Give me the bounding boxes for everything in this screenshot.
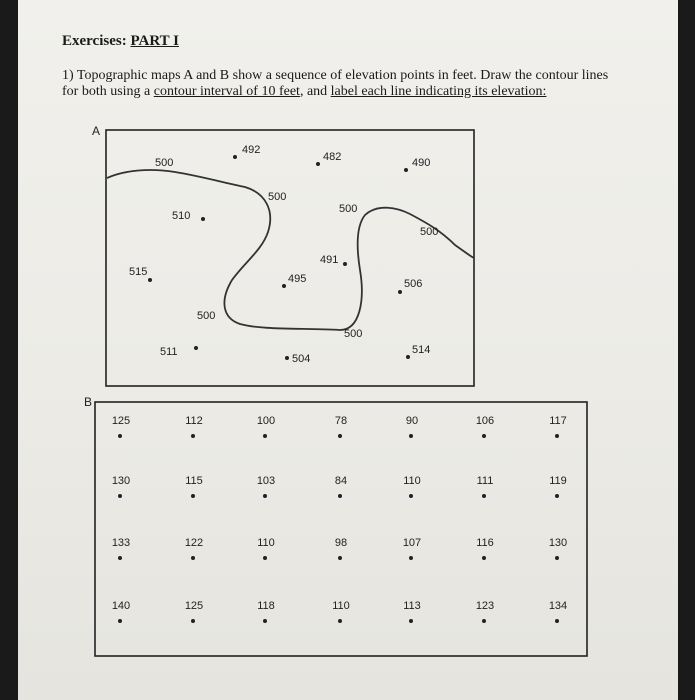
map-b-elevation-point <box>482 556 486 560</box>
map-b-elevation-point <box>482 494 486 498</box>
map-b-elevation-point <box>118 619 122 623</box>
map-a-elevation-label: 492 <box>242 144 261 156</box>
map-b-elevation-point <box>263 434 267 438</box>
map-b-elevation-point <box>555 434 559 438</box>
map-b-elevation-label: 125 <box>111 415 131 427</box>
map-a-elevation-point <box>398 290 402 294</box>
map-b-elevation-point <box>555 556 559 560</box>
map-b-elevation-label: 84 <box>334 475 348 487</box>
map-a-elevation-point <box>285 356 289 360</box>
map-b-elevation-label: 116 <box>476 537 494 549</box>
map-b-elevation-point <box>338 434 342 438</box>
map-b-elevation-label: 78 <box>334 415 348 427</box>
map-a-elevation-point <box>343 262 347 266</box>
map-b-elevation-label: 110 <box>403 475 421 487</box>
map-a-elevation-label: 490 <box>412 157 431 169</box>
map-b-elevation-label: 123 <box>475 600 495 612</box>
map-b-elevation-point <box>118 434 122 438</box>
map-a-elevation-label: 506 <box>404 278 423 290</box>
map-b-elevation-point <box>409 434 413 438</box>
map-a-elevation-label: 504 <box>292 353 311 365</box>
map-b-elevation-label: 107 <box>402 537 422 549</box>
map-a-elevation-point <box>316 162 320 166</box>
map-b-elevation-label: 134 <box>548 600 568 612</box>
map-a-elevation-label: 482 <box>323 151 342 163</box>
map-b-elevation-label: 125 <box>184 600 204 612</box>
map-b-elevation-label: 115 <box>185 475 203 487</box>
map-b-elevation-label: 119 <box>549 475 567 487</box>
map-b-elevation-label: 140 <box>111 600 131 612</box>
map-b-elevation-label: 133 <box>111 537 131 549</box>
map-a-elevation-label: 500 <box>344 328 363 340</box>
map-b-elevation-label: 130 <box>548 537 568 549</box>
question-label-instruction: label each line indicating its elevation: <box>330 84 547 99</box>
map-b-elevation-label: 106 <box>475 415 495 427</box>
map-a-elevation-label: 514 <box>412 344 431 356</box>
map-b-elevation-point <box>263 494 267 498</box>
map-b-elevation-label: 112 <box>185 415 203 427</box>
question-body-b: , and <box>299 84 331 99</box>
title-prefix: Exercises: <box>62 33 131 49</box>
map-a-elevation-label: 500 <box>268 191 287 203</box>
map-b-elevation-point <box>191 434 195 438</box>
map-b-elevation-point <box>409 556 413 560</box>
map-b-elevation-point <box>555 619 559 623</box>
map-b-elevation-label: 111 <box>476 475 494 487</box>
map-a-elevation-point <box>404 168 408 172</box>
map-b-elevation-label: 90 <box>405 415 419 427</box>
map-a-elevation-point <box>406 355 410 359</box>
map-b-elevation-point <box>555 494 559 498</box>
map-a-elevation-label: 500 <box>420 226 439 238</box>
map-b-elevation-point <box>338 494 342 498</box>
map-a-elevation-label: 510 <box>172 210 191 222</box>
map-b-elevation-point <box>118 494 122 498</box>
map-b-elevation-label: 113 <box>403 600 421 612</box>
question-interval: contour interval of 10 feet <box>153 84 300 99</box>
map-b-elevation-label: 110 <box>257 537 275 549</box>
map-b-elevation-label: 122 <box>184 537 204 549</box>
map-b-elevation-point <box>409 494 413 498</box>
question-number: 1) <box>62 68 74 83</box>
map-a-points <box>129 144 438 365</box>
map-a-elevation-label: 491 <box>320 254 339 266</box>
map-b-elevation-label: 100 <box>256 415 276 427</box>
contour-500-line <box>107 170 474 330</box>
map-b-elevation-point <box>191 619 195 623</box>
map-b-elevation-point <box>191 494 195 498</box>
map-a-elevation-label: 500 <box>155 157 174 169</box>
map-b-elevation-point <box>409 619 413 623</box>
map-b-elevation-point <box>191 556 195 560</box>
map-b-elevation-label: 103 <box>256 475 276 487</box>
map-b-label: B <box>84 395 93 409</box>
map-b-elevation-label: 118 <box>257 600 275 612</box>
map-a-elevation-label: 500 <box>339 203 358 215</box>
map-a-elevation-label: 500 <box>197 310 216 322</box>
map-b-frame <box>95 402 587 656</box>
title-part: PART I <box>130 33 179 49</box>
map-a-elevation-point <box>148 278 152 282</box>
map-b-elevation-point <box>118 556 122 560</box>
map-b-elevation-label: 110 <box>332 600 350 612</box>
map-a-label: A <box>92 124 101 138</box>
map-a-elevation-point <box>194 346 198 350</box>
map-b-elevation-label: 98 <box>334 537 348 549</box>
map-b-points <box>112 415 567 623</box>
map-b-elevation-label: 117 <box>549 415 567 427</box>
map-b-elevation-point <box>263 619 267 623</box>
map-a-elevation-point <box>282 284 286 288</box>
map-b-elevation-point <box>338 556 342 560</box>
map-b-elevation-label: 130 <box>111 475 131 487</box>
map-b-elevation-point <box>338 619 342 623</box>
map-b-elevation-point <box>482 619 486 623</box>
map-b-elevation-point <box>482 434 486 438</box>
map-b-elevation-point <box>263 556 267 560</box>
map-a-elevation-label: 515 <box>129 266 148 278</box>
map-a-elevation-point <box>201 217 205 221</box>
map-a-elevation-label: 495 <box>288 273 307 285</box>
map-a-elevation-label: 511 <box>160 346 178 358</box>
map-a-elevation-point <box>233 155 237 159</box>
question-body-a: Topographic maps A and B show a sequence of elevation points in feet. Draw the contour lines for both using a <box>62 68 609 99</box>
